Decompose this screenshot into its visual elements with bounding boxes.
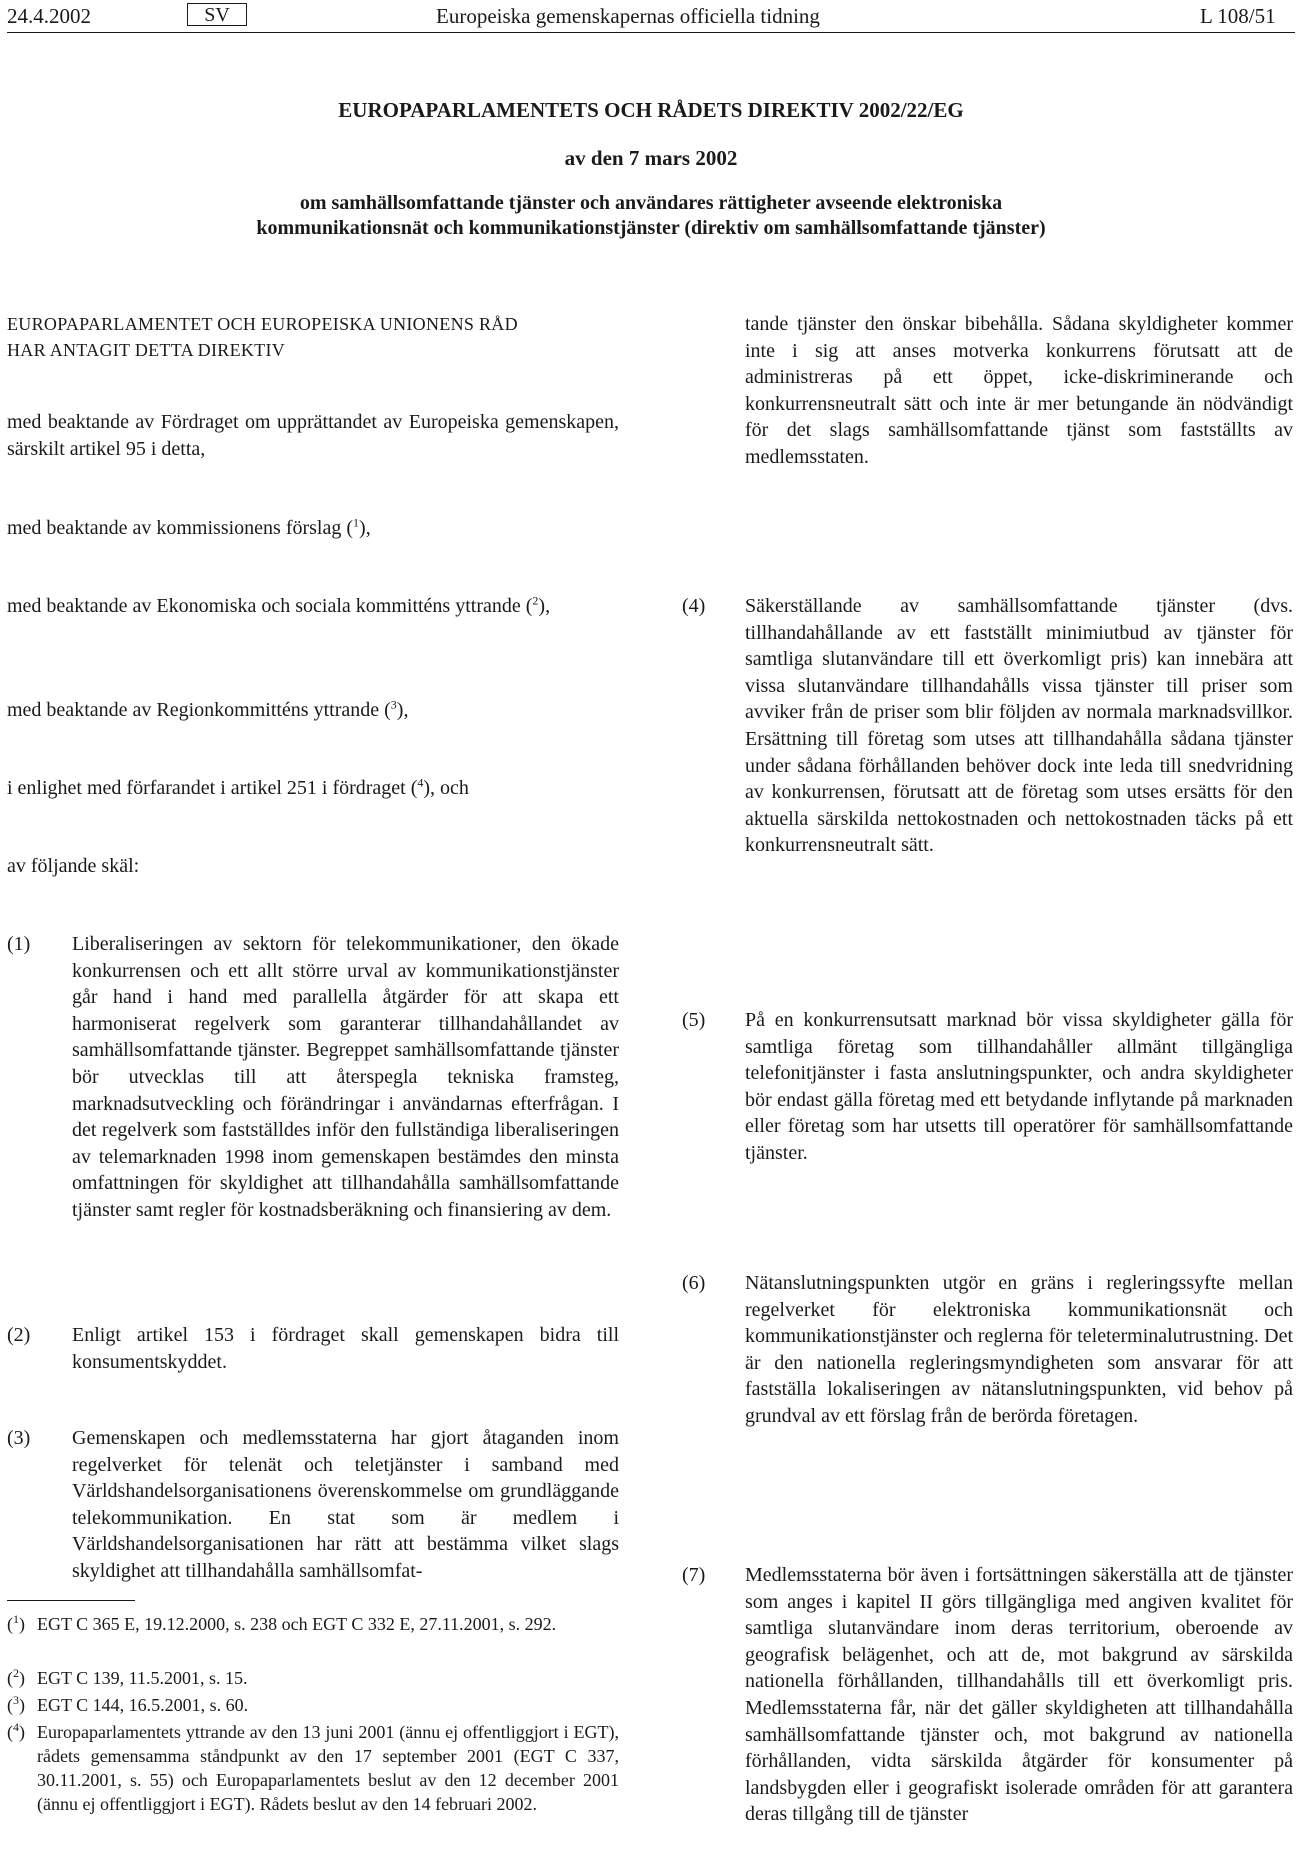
recital-text: Liberaliseringen av sektorn för telekommunikationer, den ökade konkurrensen och ett allt större urval av kommunikationstjänster går hand i hand med parallella åtgärder för att skapa ett harmoniserat regelverk som garanterar tillhandahållandet av samhällsomfattande tjänster. Begreppet samhällsomfattande tjänster bör utvecklas till att återspegla tekniska framsteg, marknadsutveckling och förändringar i användarnas efterfrågan. I det regelverk som fastställdes inför den fullständiga liberaliseringen av telemarknaden 1998 inom gemenskapen bestämdes den minsta omfattningen för skyldighet att tillhandahålla samhällsomfattande tjänster samt regler för kostnadsberäkning och finansiering av dem. [72,933,619,1221]
recital-number: (2) [7,1324,31,1346]
recital-number: (4) [682,595,706,617]
procedure-citation: i enlighet med förfarandet i artikel 251 i fördraget ($^4$), och [7,775,469,799]
header-rule [7,32,1295,33]
recital-3-continuation: tande tjänster den önskar bibehålla. Sådana skyldigheter kommer inte i sig att anses motverka konkurrens förutsatt att de administreras på ett öppet, icke-diskriminerande och konkurrensneutralt sätt och inte är mer betungande än nödvändigt för det slags samhällsomfattande tjänst som fastställts av medlemsstaten. [745,313,1293,468]
document-subject-line-1: om samhällsomfattande tjänster och användares rättigheter avseende elektroniska [299,192,1003,214]
footnote-number: ($^2$) [7,1666,25,1688]
recital-text: Gemenskapen och medlemsstaterna har gjort åtaganden inom regelverket för telenät och teletjänster i samband med Världshandelsorganisationens överenskommelse om grundläggande telekommunikation. En stat som är medlem i Världshandelsorganisationen har rätt att bestämma vilket slags skyldighet att tillhandahålla samhällsomfat- [72,1427,619,1582]
recital-number: (5) [682,1009,706,1031]
recital-number: (1) [7,933,31,955]
language-code-box: SV [187,3,247,26]
recital-number: (6) [682,1272,706,1294]
footnote-text: EGT C 365 E, 19.12.2000, s. 238 och EGT C 332 E, 27.11.2001, s. 292. [37,1614,557,1634]
recital-text: Medlemsstaterna bör även i fortsättningen säkerställa att de tjänster som anges i kapitel II görs tillgängliga med angiven kvalitet för samtliga slutanvändare inom deras territorium, oberoende av geografisk belägenhet, och att de, mot bakgrund av särskilda nationella förhållanden, tillhandahålls till ett överkomligt pris. Medlemsstaterna får, när det gäller skyldigheten att tillhandahålla samhällsomfattande tjänster och, mot bakgrund av nationella förhållanden, vidta särskilda åtgärder för konsumenter på landsbygden eller i geografiskt isolerade områden för att garantera deras tillgång till de tjänster [745,1564,1293,1826]
adopted-line-2: HAR ANTAGIT DETTA DIREKTIV [7,340,286,360]
reasons-intro: av följande skäl: [7,855,140,877]
footnote-text: Europaparlamentets yttrande av den 13 juni 2001 (ännu ej offentliggjort i EGT), rådets gemensamma ståndpunkt av den 17 september 2001 (EGT C 337, 30.11.2001, s. 55) och Europaparlamentets beslut av den 12 december 2001 (ännu ej offentliggjort i EGT). Rådets beslut av den 14 februari 2002. [37,1722,619,1814]
recital-number: (3) [7,1427,31,1449]
recital-text: Enligt artikel 153 i fördraget skall gemenskapen bidra till konsumentskyddet. [72,1324,619,1373]
footnote-number: ($^1$) [7,1612,25,1634]
document-subject-line-2: kommunikationsnät och kommunikationstjänster (direktiv om samhällsomfattande tjänster) [256,217,1046,239]
header-date: 24.4.2002 [7,4,91,28]
recital-text: Säkerställande av samhällsomfattande tjänster (dvs. tillhandahållande av ett fastställt minimiutbud av tjänster för samtliga slutanvändare till ett överkomligt pris) kan innebära att vissa slutanvändare tillhandahålls vissa tjänster till priser som avviker från de priser som blir följden av normala marknadsvillkor. Ersättning till företag som utses att tillhandahålla sådana tjänster under sådana förhållanden behöver dock inte leda till snedvridning av konkurrensen, förutsatt att de företag som utses ersätts för den aktuella särskilda nettokostnaden och nettokostnaden täcks på ett konkurrensneutralt sätt. [745,595,1293,857]
adopted-line-1: EUROPAPARLAMENTET OCH EUROPEISKA UNIONENS RÅD [7,314,518,334]
footnote-text: EGT C 139, 11.5.2001, s. 15. [37,1668,248,1688]
footnote-number: ($^4$) [7,1720,25,1742]
ecosoc-citation: med beaktande av Ekonomiska och sociala kommitténs yttrande ($^2$), [7,593,551,617]
footnote-rule [7,1600,135,1601]
page-reference: L 108/51 [1200,4,1276,28]
document-date: av den 7 mars 2002 [564,146,738,170]
treaty-citation: med beaktande av Fördraget om upprättandet av Europeiska gemenskapen, särskilt artikel 95 i detta, [7,411,619,460]
journal-name: Europeiska gemenskapernas officiella tidning [436,4,820,28]
recital-text: På en konkurrensutsatt marknad bör vissa skyldigheter gälla för samtliga företag som tillhandahåller allmänt tillgängliga telefonitjänster i fasta anslutningspunkter, och andra skyldigheter bör endast gälla företag med ett betydande inflytande på marknaden eller företag som har utsetts till operatörer för samhällsomfattande tjänster. [745,1009,1293,1164]
recital-text: Nätanslutningspunkten utgör en gräns i regleringssyfte mellan regelverket för elektroniska kommunikationsnät och kommunikationstjänster och reglerna för teleterminalutrustning. Det är den nationella regleringsmyndigheten som ansvarar för att fastställa lokaliseringen av nätanslutningspunkten, vid behov på grundval av ett förslag från de berörda företagen. [745,1272,1293,1427]
document-title: EUROPAPARLAMENTETS OCH RÅDETS DIREKTIV 2002/22/EG [338,98,964,122]
footnote-text: EGT C 144, 16.5.2001, s. 60. [37,1695,249,1715]
commission-citation: med beaktande av kommissionens förslag ($^1$), [7,515,371,539]
regions-citation: med beaktande av Regionkommitténs yttrande ($^3$), [7,697,409,721]
adopted-statement [7,311,619,363]
recital-number: (7) [682,1564,706,1586]
footnote-number: ($^3$) [7,1693,25,1715]
